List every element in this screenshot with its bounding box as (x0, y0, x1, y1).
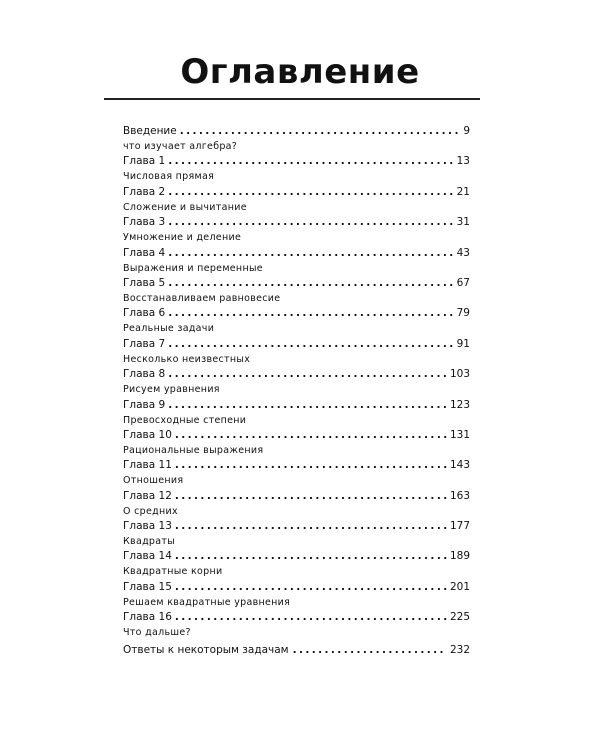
dot-leader (168, 247, 453, 260)
toc-entry-label: Глава 3 (123, 216, 166, 229)
toc-entry-chapter-10 (123, 429, 470, 459)
toc-entry-label: Глава 4 (123, 246, 166, 259)
dot-leader (175, 459, 447, 472)
toc-entry-label: Глава 9 (123, 398, 166, 411)
toc-entry-label: Глава 16 (123, 611, 172, 624)
toc-entry-page: 21 (456, 185, 470, 198)
toc-entry-subtitle: О средних (123, 505, 178, 517)
toc-entry-subtitle: Решаем квадратные уравнения (123, 596, 291, 608)
toc-entry-chapter-4 (123, 247, 470, 277)
dot-leader (293, 644, 446, 657)
toc-entry-chapter-12 (123, 490, 470, 520)
page-title: Оглавление (180, 52, 420, 92)
toc-entry-subtitle: Сложение и вычитание (123, 201, 247, 213)
table-of-contents (123, 125, 470, 657)
dot-leader (175, 611, 447, 624)
toc-entry-label: Глава 6 (123, 307, 166, 320)
toc-entry-label: Глава 12 (123, 489, 172, 502)
toc-entry-page: 201 (449, 580, 470, 593)
toc-entry-subtitle: Несколько неизвестных (123, 353, 251, 365)
dot-leader (168, 307, 453, 320)
toc-entry-subtitle: Квадратные корни (123, 566, 223, 578)
toc-entry-page: 123 (449, 398, 470, 411)
toc-entry-subtitle: Числовая прямая (123, 171, 215, 183)
toc-entry-chapter-11 (123, 459, 470, 489)
toc-entry-label: Глава 15 (123, 580, 172, 593)
toc-entry-subtitle: Рациональные выражения (123, 444, 264, 456)
toc-entry-chapter-14 (123, 550, 470, 580)
toc-entry-label: Ответы к некоторым задачам (123, 643, 289, 656)
toc-entry-chapter-13 (123, 520, 470, 550)
toc-entry-page: 189 (449, 550, 470, 563)
toc-entry-subtitle: Выражения и переменные (123, 262, 263, 274)
toc-entry-chapter-3 (123, 216, 470, 246)
dot-leader (175, 490, 447, 503)
toc-entry-label: Глава 5 (123, 276, 166, 289)
toc-entry-page: 13 (456, 155, 470, 168)
dot-leader (175, 581, 447, 594)
dot-leader (168, 277, 453, 290)
toc-entry-chapter-5 (123, 277, 470, 307)
toc-entry-label: Глава 14 (123, 550, 172, 563)
toc-entry-label: Глава 8 (123, 368, 166, 381)
toc-entry-page: 67 (456, 276, 470, 289)
dot-leader (180, 125, 461, 138)
toc-entry-chapter-9 (123, 399, 470, 429)
dot-leader (168, 399, 447, 412)
dot-leader (175, 429, 447, 442)
toc-entry-chapter-8 (123, 368, 470, 398)
toc-entry-label: Введение (123, 125, 177, 137)
toc-entry-page: 91 (456, 337, 470, 350)
toc-entry-chapter-2 (123, 186, 470, 216)
title-underline (104, 98, 480, 100)
dot-leader (175, 550, 447, 563)
dot-leader (168, 186, 453, 199)
toc-entry-page: 79 (456, 307, 470, 320)
toc-entry-subtitle: Что дальше? (123, 627, 191, 639)
toc-entry-subtitle: Отношения (123, 475, 184, 487)
toc-entry-answers (123, 644, 470, 657)
toc-entry-subtitle: Умножение и деление (123, 232, 242, 244)
toc-entry-label: Глава 10 (123, 428, 172, 441)
toc-entry-label: Глава 1 (123, 155, 166, 168)
toc-entry-intro (123, 125, 470, 155)
toc-entry-subtitle: Квадраты (123, 536, 176, 548)
toc-entry-subtitle: Превосходные степени (123, 414, 247, 426)
toc-entry-page: 225 (449, 611, 470, 624)
toc-entry-chapter-16 (123, 611, 470, 641)
toc-entry-label: Глава 11 (123, 459, 172, 472)
toc-entry-page: 232 (449, 643, 470, 656)
dot-leader (175, 520, 447, 533)
toc-entry-chapter-1 (123, 155, 470, 185)
toc-entry-chapter-7 (123, 338, 470, 368)
toc-entry-page: 143 (449, 459, 470, 472)
toc-entry-label: Глава 2 (123, 185, 166, 198)
toc-entry-page: 43 (456, 246, 470, 259)
toc-entry-page: 103 (449, 368, 470, 381)
toc-entry-subtitle: Реальные задачи (123, 323, 215, 335)
toc-entry-subtitle: что изучает алгебра? (123, 141, 238, 152)
toc-entry-page: 31 (456, 216, 470, 229)
toc-entry-page: 9 (463, 125, 470, 137)
toc-entry-label: Глава 13 (123, 520, 172, 533)
toc-entry-chapter-6 (123, 307, 470, 337)
dot-leader (168, 155, 453, 168)
toc-entry-subtitle: Рисуем уравнения (123, 384, 220, 396)
toc-entry-page: 163 (449, 489, 470, 502)
toc-entry-label: Глава 7 (123, 337, 166, 350)
dot-leader (168, 338, 453, 351)
toc-entry-chapter-15 (123, 581, 470, 611)
toc-entry-page: 177 (449, 520, 470, 533)
dot-leader (168, 368, 447, 381)
dot-leader (168, 216, 453, 229)
toc-entry-page: 131 (449, 428, 470, 441)
toc-entry-subtitle: Восстанавливаем равновесие (123, 292, 281, 304)
